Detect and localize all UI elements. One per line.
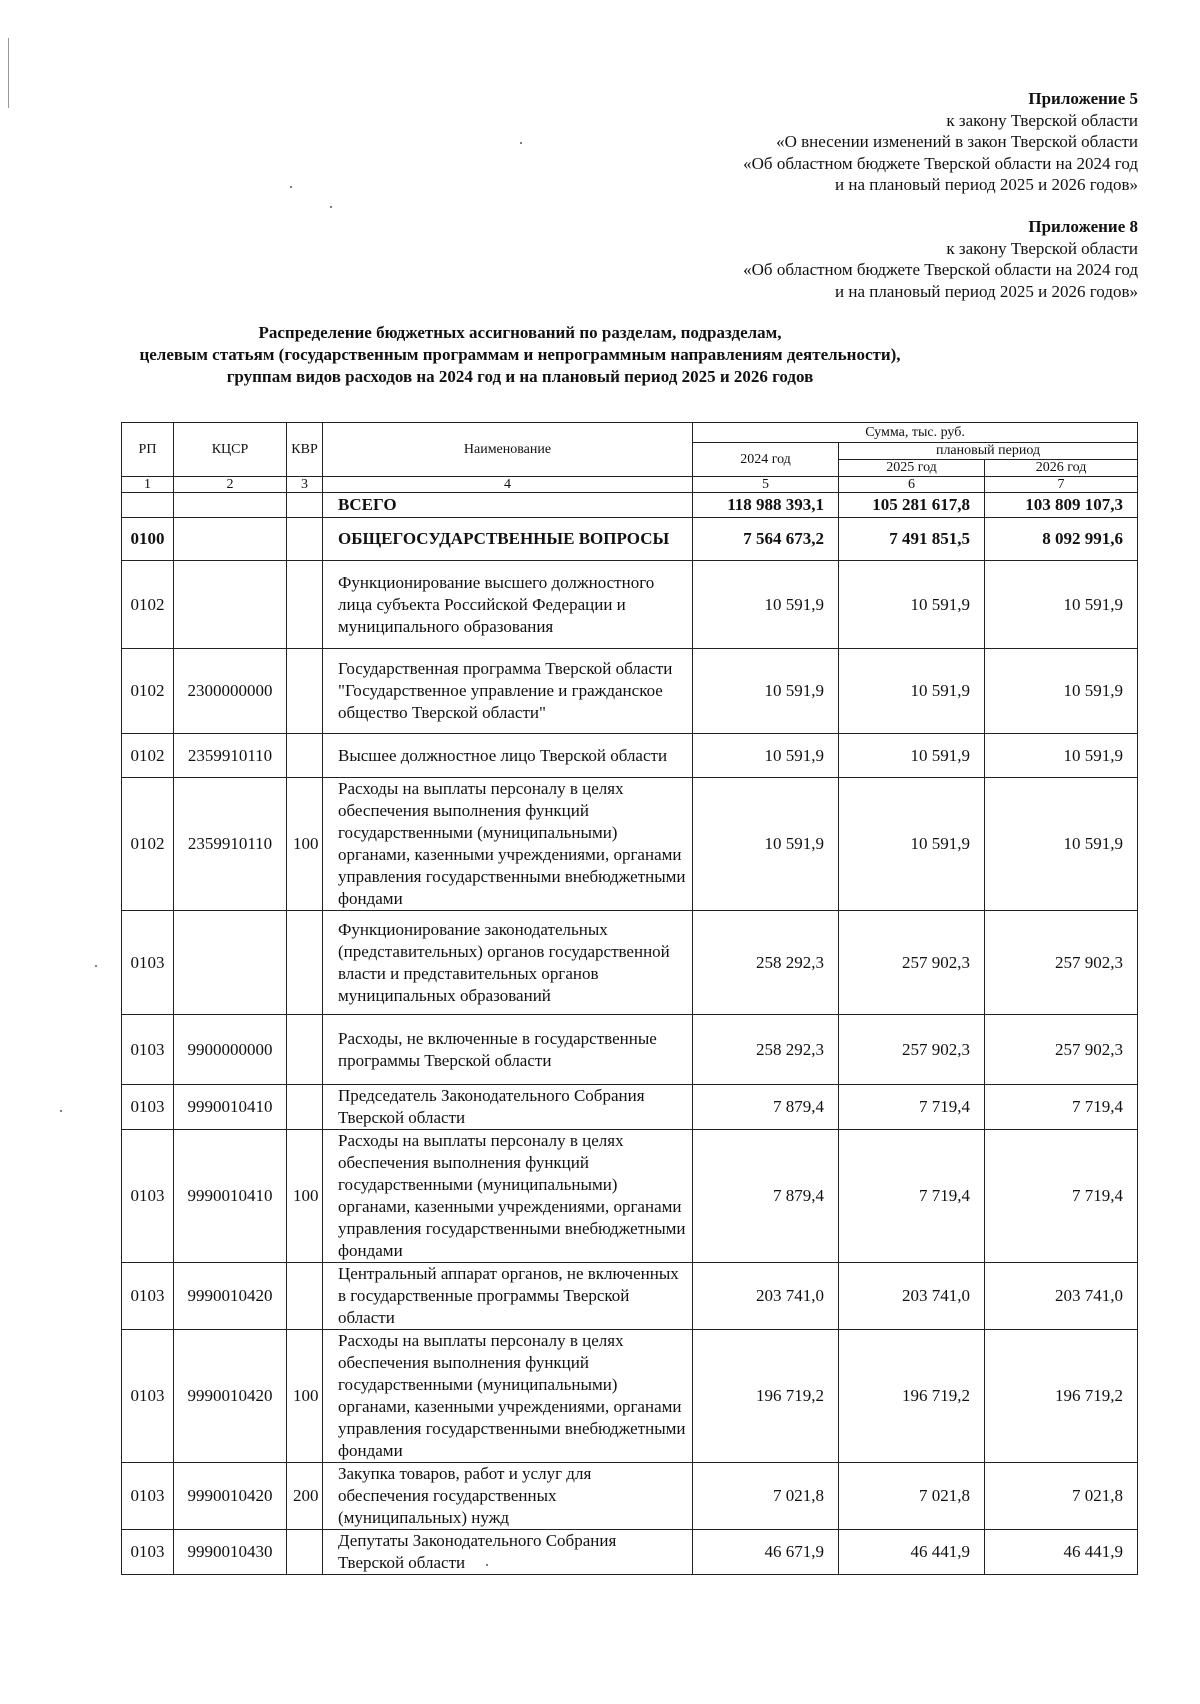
header-name: Наименование: [323, 423, 693, 477]
cell-kvr: [287, 1015, 323, 1085]
appendix-8-block: [743, 216, 1138, 302]
cell-amount-2026: 103 809 107,3: [985, 493, 1138, 518]
cell-amount-2024: 10 591,9: [693, 734, 839, 778]
budget-table: [121, 422, 1138, 1575]
cell-amount-2026: 8 092 991,6: [985, 518, 1138, 561]
cell-rp: 0102: [122, 778, 174, 911]
header-planned-period: плановый период: [839, 443, 1138, 460]
cell-name: Председатель Законодательного Собрания Тверской области: [323, 1085, 693, 1130]
cell-kvr: [287, 911, 323, 1015]
cell-rp: 0103: [122, 911, 174, 1015]
budget-table-body: [122, 493, 1138, 1575]
column-number: 4: [323, 477, 693, 493]
cell-name: ВСЕГО: [323, 493, 693, 518]
cell-amount-2024: 196 719,2: [693, 1330, 839, 1463]
cell-rp: 0103: [122, 1463, 174, 1530]
cell-kcsr: [174, 493, 287, 518]
header-kvr: КВР: [287, 423, 323, 477]
table-row: [122, 493, 1138, 518]
cell-name: Расходы на выплаты персоналу в целях обеспечения выполнения функций государственными (муниципальными) органами, казенными учреждениями, органами управления государственными внебюджетными фондами: [323, 1330, 693, 1463]
cell-kcsr: [174, 561, 287, 649]
cell-rp: 0102: [122, 649, 174, 734]
table-row: [122, 1330, 1138, 1463]
cell-amount-2025: 10 591,9: [839, 649, 985, 734]
table-row: [122, 734, 1138, 778]
cell-rp: 0103: [122, 1130, 174, 1263]
table-row: [122, 1130, 1138, 1263]
cell-name: Функционирование высшего должностного лица субъекта Российской Федерации и муниципального образования: [323, 561, 693, 649]
cell-kvr: [287, 1530, 323, 1575]
appendix-5-line: и на плановый период 2025 и 2026 годов»: [835, 175, 1138, 194]
cell-amount-2025: 10 591,9: [839, 778, 985, 911]
column-number: 6: [839, 477, 985, 493]
cell-kcsr: 2300000000: [174, 649, 287, 734]
cell-amount-2025: 105 281 617,8: [839, 493, 985, 518]
cell-kvr: [287, 518, 323, 561]
table-row: [122, 1263, 1138, 1330]
cell-amount-2025: 10 591,9: [839, 734, 985, 778]
cell-name: Депутаты Законодательного Собрания Тверской области: [323, 1530, 693, 1575]
cell-kcsr: 9990010420: [174, 1330, 287, 1463]
cell-amount-2024: 203 741,0: [693, 1263, 839, 1330]
cell-name: Государственная программа Тверской области "Государственное управление и гражданское общество Тверской области": [323, 649, 693, 734]
cell-amount-2026: 10 591,9: [985, 649, 1138, 734]
cell-amount-2025: 257 902,3: [839, 911, 985, 1015]
table-row: [122, 1463, 1138, 1530]
cell-rp: 0102: [122, 561, 174, 649]
cell-name: Центральный аппарат органов, не включенных в государственные программы Тверской области: [323, 1263, 693, 1330]
document-title-line: Распределение бюджетных ассигнований по разделам, подразделам,: [258, 323, 782, 342]
cell-amount-2024: 7 564 673,2: [693, 518, 839, 561]
column-number: 2: [174, 477, 287, 493]
cell-kvr: 100: [287, 1330, 323, 1463]
budget-table-container: [121, 422, 1137, 1575]
scan-speck: [95, 965, 97, 967]
cell-name: Расходы, не включенные в государственные программы Тверской области: [323, 1015, 693, 1085]
table-row: [122, 649, 1138, 734]
appendix-5-block: [743, 88, 1138, 196]
cell-kvr: [287, 493, 323, 518]
cell-amount-2026: 10 591,9: [985, 561, 1138, 649]
table-row: [122, 1530, 1138, 1575]
document-title-line: целевым статьям (государственным программам и непрограммным направлениям деятельности),: [139, 345, 901, 364]
cell-name: Функционирование законодательных (представительных) органов государственной власти и представительных органов муниципальных образований: [323, 911, 693, 1015]
header-2025: 2025 год: [839, 460, 985, 477]
cell-amount-2026: 203 741,0: [985, 1263, 1138, 1330]
cell-rp: 0103: [122, 1263, 174, 1330]
column-number: 5: [693, 477, 839, 493]
cell-amount-2024: 7 021,8: [693, 1463, 839, 1530]
cell-amount-2025: 257 902,3: [839, 1015, 985, 1085]
cell-amount-2025: 46 441,9: [839, 1530, 985, 1575]
appendix-5-line: «Об областном бюджете Тверской области на 2024 год: [743, 153, 1138, 173]
cell-kcsr: [174, 518, 287, 561]
cell-kcsr: 9990010410: [174, 1130, 287, 1263]
cell-kvr: [287, 734, 323, 778]
scan-speck: [330, 206, 332, 208]
scan-margin-line: [8, 38, 9, 108]
appendix-8-line: «Об областном бюджете Тверской области на 2024 год: [743, 260, 1138, 279]
header-kcsr: КЦСР: [174, 423, 287, 477]
appendix-5-line: «О внесении изменений в закон Тверской области: [776, 132, 1138, 151]
table-row: [122, 911, 1138, 1015]
header-2024: 2024 год: [693, 443, 839, 477]
scan-speck: [520, 142, 522, 144]
cell-amount-2024: 10 591,9: [693, 778, 839, 911]
cell-rp: 0102: [122, 734, 174, 778]
cell-kcsr: 9900000000: [174, 1015, 287, 1085]
cell-amount-2025: 7 719,4: [839, 1130, 985, 1263]
cell-amount-2026: 7 719,4: [985, 1130, 1138, 1263]
header-sum: Сумма, тыс. руб.: [693, 423, 1138, 443]
cell-rp: 0100: [122, 518, 174, 561]
cell-rp: 0103: [122, 1530, 174, 1575]
document-title-line: группам видов расходов на 2024 год и на плановый период 2025 и 2026 годов: [226, 367, 814, 386]
cell-amount-2026: 196 719,2: [985, 1330, 1138, 1463]
document-title: [120, 322, 920, 388]
scan-speck: [290, 186, 292, 188]
cell-amount-2026: 257 902,3: [985, 1015, 1138, 1085]
cell-kcsr: 2359910110: [174, 734, 287, 778]
cell-kcsr: 9990010430: [174, 1530, 287, 1575]
cell-kvr: [287, 649, 323, 734]
column-number: 1: [122, 477, 174, 493]
cell-rp: 0103: [122, 1015, 174, 1085]
cell-name: ОБЩЕГОСУДАРСТВЕННЫЕ ВОПРОСЫ: [323, 518, 693, 561]
appendix-8-line: к закону Тверской области: [946, 238, 1138, 258]
cell-amount-2025: 7 021,8: [839, 1463, 985, 1530]
cell-name: Расходы на выплаты персоналу в целях обеспечения выполнения функций государственными (муниципальными) органами, казенными учреждениями, органами управления государственными внебюджетными фондами: [323, 778, 693, 911]
cell-amount-2024: 258 292,3: [693, 1015, 839, 1085]
cell-amount-2026: 7 021,8: [985, 1463, 1138, 1530]
table-row: [122, 778, 1138, 911]
cell-amount-2025: 196 719,2: [839, 1330, 985, 1463]
cell-rp: 0103: [122, 1330, 174, 1463]
cell-rp: 0103: [122, 1085, 174, 1130]
cell-amount-2024: 10 591,9: [693, 561, 839, 649]
cell-amount-2024: 258 292,3: [693, 911, 839, 1015]
cell-amount-2024: 46 671,9: [693, 1530, 839, 1575]
cell-amount-2026: 10 591,9: [985, 778, 1138, 911]
column-number-row: [122, 477, 1138, 493]
scan-speck: [60, 1110, 62, 1112]
cell-amount-2024: 10 591,9: [693, 649, 839, 734]
cell-amount-2026: 7 719,4: [985, 1085, 1138, 1130]
table-row: [122, 561, 1138, 649]
table-row: [122, 1085, 1138, 1130]
cell-amount-2025: 7 719,4: [839, 1085, 985, 1130]
appendix-8-line: и на плановый период 2025 и 2026 годов»: [835, 281, 1138, 301]
cell-kcsr: 9990010420: [174, 1463, 287, 1530]
cell-amount-2025: 203 741,0: [839, 1263, 985, 1330]
cell-name: Расходы на выплаты персоналу в целях обеспечения выполнения функций государственными (муниципальными) органами, казенными учреждениями, органами управления государственными внебюджетными фондами: [323, 1130, 693, 1263]
appendix-8-title: Приложение 8: [1028, 217, 1138, 236]
cell-kvr: 200: [287, 1463, 323, 1530]
cell-kvr: [287, 1085, 323, 1130]
cell-amount-2024: 118 988 393,1: [693, 493, 839, 518]
table-row: [122, 1015, 1138, 1085]
cell-amount-2024: 7 879,4: [693, 1085, 839, 1130]
cell-kvr: [287, 561, 323, 649]
cell-amount-2026: 257 902,3: [985, 911, 1138, 1015]
cell-amount-2025: 10 591,9: [839, 561, 985, 649]
column-number: 7: [985, 477, 1138, 493]
cell-amount-2025: 7 491 851,5: [839, 518, 985, 561]
appendix-5-title: Приложение 5: [1028, 89, 1138, 108]
table-row: [122, 518, 1138, 561]
header-rp: РП: [122, 423, 174, 477]
cell-amount-2026: 46 441,9: [985, 1530, 1138, 1575]
appendix-5-line: к закону Тверской области: [946, 110, 1138, 130]
cell-kvr: [287, 1263, 323, 1330]
cell-kcsr: 9990010420: [174, 1263, 287, 1330]
cell-name: Закупка товаров, работ и услуг для обеспечения государственных (муниципальных) нужд: [323, 1463, 693, 1530]
cell-amount-2024: 7 879,4: [693, 1130, 839, 1263]
cell-rp: [122, 493, 174, 518]
cell-name: Высшее должностное лицо Тверской области: [323, 734, 693, 778]
cell-kcsr: 2359910110: [174, 778, 287, 911]
cell-kvr: 100: [287, 778, 323, 911]
cell-kvr: 100: [287, 1130, 323, 1263]
cell-amount-2026: 10 591,9: [985, 734, 1138, 778]
cell-kcsr: 9990010410: [174, 1085, 287, 1130]
column-number: 3: [287, 477, 323, 493]
cell-kcsr: [174, 911, 287, 1015]
header-2026: 2026 год: [985, 460, 1138, 477]
